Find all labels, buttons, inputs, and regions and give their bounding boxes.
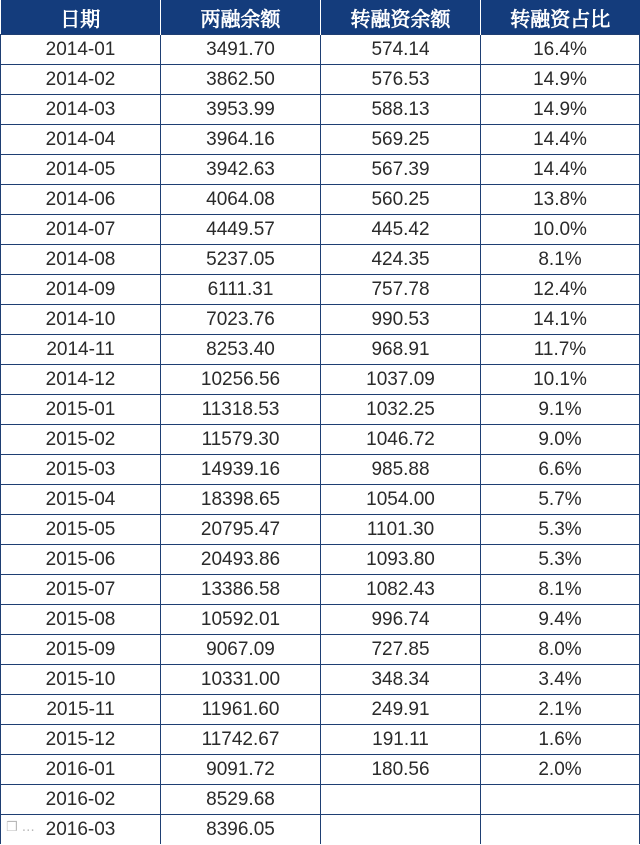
cell-date: 2016-01 [1, 755, 161, 785]
cell-margin-balance: 8253.40 [161, 335, 321, 365]
cell-margin-balance: 6111.31 [161, 275, 321, 305]
cell-date: 2015-12 [1, 725, 161, 755]
cell-margin-balance: 13386.58 [161, 575, 321, 605]
cell-refinancing-ratio: 3.4% [481, 665, 640, 695]
table-row [1, 65, 640, 95]
table-row [1, 575, 640, 605]
cell-refinancing-balance: 560.25 [321, 185, 481, 215]
cell-refinancing-ratio: 6.6% [481, 455, 640, 485]
cell-refinancing-ratio: 10.1% [481, 365, 640, 395]
cell-refinancing-ratio: 2.0% [481, 755, 640, 785]
cell-margin-balance: 9067.09 [161, 635, 321, 665]
cell-refinancing-ratio: 16.4% [481, 35, 640, 65]
cell-refinancing-balance: 757.78 [321, 275, 481, 305]
cell-date: 2014-01 [1, 35, 161, 65]
cell-refinancing-balance: 574.14 [321, 35, 481, 65]
table-row [1, 335, 640, 365]
cell-date: 2015-08 [1, 605, 161, 635]
cell-date: 2015-01 [1, 395, 161, 425]
cell-date: 2015-02 [1, 425, 161, 455]
cell-margin-balance: 11961.60 [161, 695, 321, 725]
cell-refinancing-balance: 576.53 [321, 65, 481, 95]
table-row [1, 395, 640, 425]
cell-margin-balance: 10592.01 [161, 605, 321, 635]
cell-margin-balance: 3964.16 [161, 125, 321, 155]
cell-date: 2014-09 [1, 275, 161, 305]
table-row [1, 35, 640, 65]
cell-refinancing-ratio [481, 815, 640, 845]
cell-margin-balance: 5237.05 [161, 245, 321, 275]
cell-date: 2015-06 [1, 545, 161, 575]
cell-date: 2014-06 [1, 185, 161, 215]
cell-refinancing-balance: 727.85 [321, 635, 481, 665]
cell-refinancing-balance: 996.74 [321, 605, 481, 635]
cell-refinancing-balance: 180.56 [321, 755, 481, 785]
cell-refinancing-ratio: 14.1% [481, 305, 640, 335]
cell-date: 2015-03 [1, 455, 161, 485]
cell-margin-balance: 7023.76 [161, 305, 321, 335]
cell-date: 2014-04 [1, 125, 161, 155]
cell-margin-balance: 10331.00 [161, 665, 321, 695]
cell-margin-balance: 3862.50 [161, 65, 321, 95]
cell-refinancing-balance: 1101.30 [321, 515, 481, 545]
cell-refinancing-balance: 569.25 [321, 125, 481, 155]
cell-date: 2015-05 [1, 515, 161, 545]
cell-refinancing-ratio: 2.1% [481, 695, 640, 725]
cell-refinancing-balance: 1082.43 [321, 575, 481, 605]
cell-margin-balance: 10256.56 [161, 365, 321, 395]
watermark-logo: ❒ … [2, 820, 39, 835]
cell-refinancing-balance: 1046.72 [321, 425, 481, 455]
header-refinancing-ratio: 转融资占比 [481, 0, 640, 35]
cell-date: 2016-02 [1, 785, 161, 815]
table-header [1, 0, 640, 35]
table-row [1, 275, 640, 305]
cell-margin-balance: 11318.53 [161, 395, 321, 425]
table-row [1, 605, 640, 635]
table-row [1, 545, 640, 575]
cell-refinancing-ratio: 14.9% [481, 65, 640, 95]
cell-refinancing-ratio: 8.1% [481, 245, 640, 275]
table-row [1, 215, 640, 245]
cell-refinancing-ratio [481, 785, 640, 815]
table-row [1, 755, 640, 785]
table-row [1, 635, 640, 665]
table-row [1, 365, 640, 395]
cell-refinancing-balance: 567.39 [321, 155, 481, 185]
table-row [1, 695, 640, 725]
table-row [1, 95, 640, 125]
cell-margin-balance: 11742.67 [161, 725, 321, 755]
cell-refinancing-ratio: 14.9% [481, 95, 640, 125]
cell-date: 2014-10 [1, 305, 161, 335]
cell-refinancing-ratio: 14.4% [481, 155, 640, 185]
cell-date: 2014-03 [1, 95, 161, 125]
cell-refinancing-ratio: 9.1% [481, 395, 640, 425]
cell-margin-balance: 4449.57 [161, 215, 321, 245]
header-margin-balance: 两融余额 [161, 0, 321, 35]
table-row [1, 245, 640, 275]
cell-refinancing-balance: 1054.00 [321, 485, 481, 515]
table-row [1, 425, 640, 455]
cell-margin-balance: 18398.65 [161, 485, 321, 515]
cell-date: 2014-05 [1, 155, 161, 185]
cell-margin-balance: 3953.99 [161, 95, 321, 125]
cell-refinancing-balance: 1032.25 [321, 395, 481, 425]
cell-margin-balance: 11579.30 [161, 425, 321, 455]
header-refinancing-balance: 转融资余额 [321, 0, 481, 35]
header-date: 日期 [1, 0, 161, 35]
table-row [1, 785, 640, 815]
cell-refinancing-balance: 990.53 [321, 305, 481, 335]
cell-refinancing-ratio: 14.4% [481, 125, 640, 155]
table-row [1, 125, 640, 155]
cell-margin-balance: 4064.08 [161, 185, 321, 215]
table-row [1, 185, 640, 215]
cell-refinancing-balance: 588.13 [321, 95, 481, 125]
cell-refinancing-balance: 1037.09 [321, 365, 481, 395]
cell-refinancing-balance: 445.42 [321, 215, 481, 245]
cell-margin-balance: 8396.05 [161, 815, 321, 845]
cell-refinancing-balance [321, 785, 481, 815]
cell-refinancing-balance [321, 815, 481, 845]
cell-date: 2014-11 [1, 335, 161, 365]
cell-date: 2014-08 [1, 245, 161, 275]
cell-date: 2015-04 [1, 485, 161, 515]
cell-margin-balance: 3491.70 [161, 35, 321, 65]
cell-date: 2016-03 [1, 815, 161, 845]
cell-refinancing-ratio: 10.0% [481, 215, 640, 245]
cell-margin-balance: 3942.63 [161, 155, 321, 185]
cell-date: 2014-02 [1, 65, 161, 95]
cell-refinancing-ratio: 8.0% [481, 635, 640, 665]
cell-date: 2015-07 [1, 575, 161, 605]
cell-margin-balance: 9091.72 [161, 755, 321, 785]
cell-refinancing-ratio: 5.3% [481, 515, 640, 545]
table-row [1, 305, 640, 335]
cell-date: 2015-11 [1, 695, 161, 725]
table-row [1, 155, 640, 185]
cell-refinancing-ratio: 9.0% [481, 425, 640, 455]
cell-refinancing-ratio: 5.7% [481, 485, 640, 515]
cell-margin-balance: 8529.68 [161, 785, 321, 815]
cell-refinancing-ratio: 11.7% [481, 335, 640, 365]
cell-refinancing-balance: 249.91 [321, 695, 481, 725]
cell-margin-balance: 14939.16 [161, 455, 321, 485]
cell-refinancing-balance: 191.11 [321, 725, 481, 755]
cell-margin-balance: 20493.86 [161, 545, 321, 575]
cell-margin-balance: 20795.47 [161, 515, 321, 545]
table-row [1, 515, 640, 545]
cell-refinancing-ratio: 12.4% [481, 275, 640, 305]
cell-date: 2015-10 [1, 665, 161, 695]
table-body [1, 35, 640, 845]
cell-refinancing-balance: 985.88 [321, 455, 481, 485]
cell-refinancing-balance: 1093.80 [321, 545, 481, 575]
table-row [1, 665, 640, 695]
cell-refinancing-balance: 968.91 [321, 335, 481, 365]
cell-refinancing-ratio: 1.6% [481, 725, 640, 755]
cell-date: 2015-09 [1, 635, 161, 665]
table-row [1, 725, 640, 755]
cell-refinancing-balance: 348.34 [321, 665, 481, 695]
table-row [1, 485, 640, 515]
header-row [1, 0, 640, 35]
cell-date: 2014-12 [1, 365, 161, 395]
cell-refinancing-ratio: 5.3% [481, 545, 640, 575]
table-row [1, 455, 640, 485]
cell-refinancing-balance: 424.35 [321, 245, 481, 275]
cell-date: 2014-07 [1, 215, 161, 245]
table-row [1, 815, 640, 845]
cell-refinancing-ratio: 13.8% [481, 185, 640, 215]
cell-refinancing-ratio: 9.4% [481, 605, 640, 635]
cell-refinancing-ratio: 8.1% [481, 575, 640, 605]
